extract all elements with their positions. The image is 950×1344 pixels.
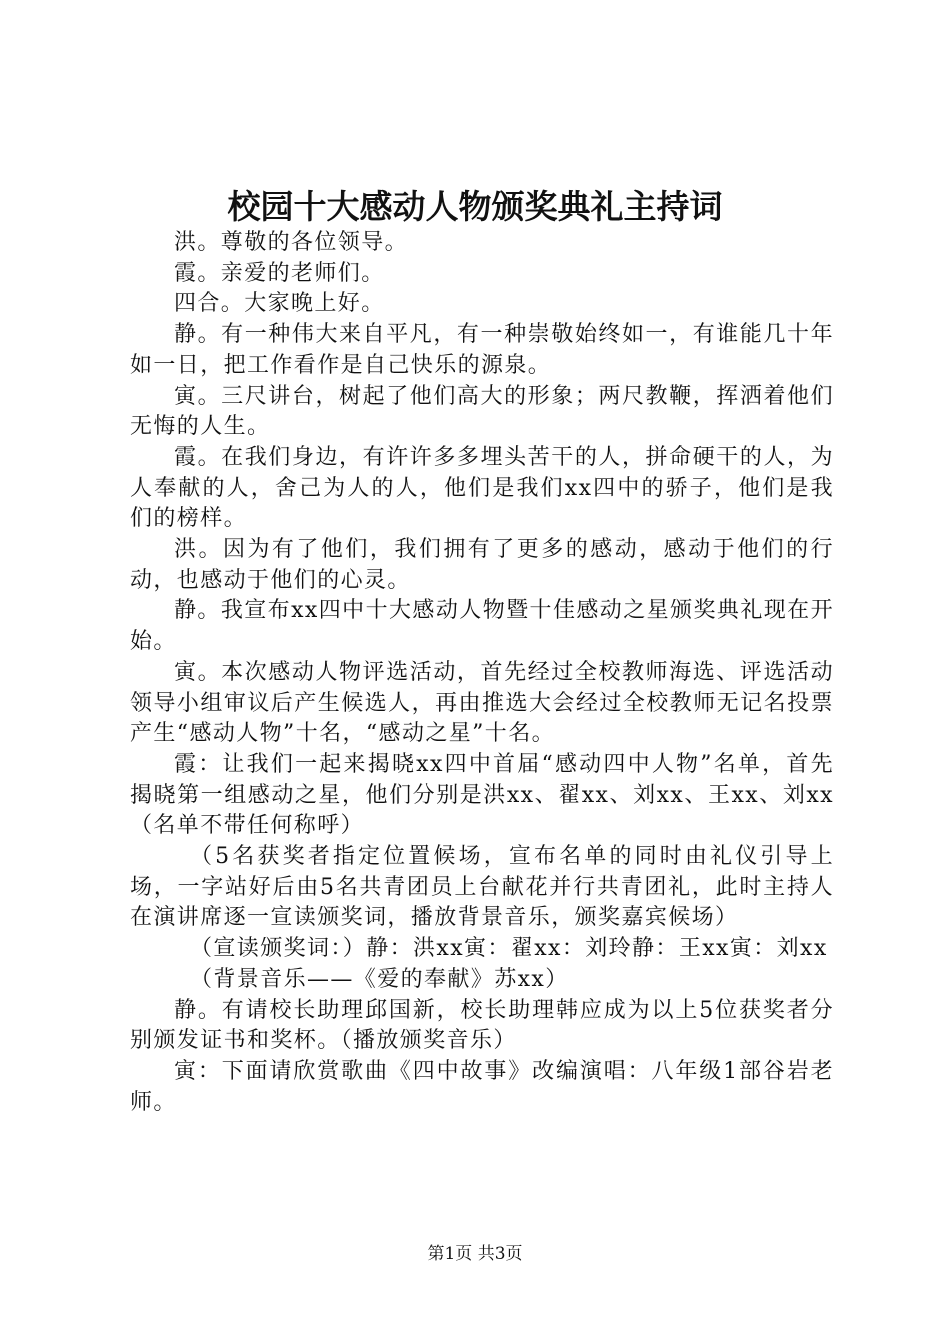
paragraph: （背景音乐——《爱的奉献》苏xx） bbox=[190, 966, 569, 992]
paragraph: 霞。在我们身边，有许许多多埋头苦干的人，拼命硬干的人，为人奉献的人，舍己为人的人，他们是我们xx四中的骄子，他们是我们的榜样。 bbox=[130, 444, 834, 532]
paragraph: （宣读颁奖词：）静：洪xx寅：翟xx：刘玲静：王xx寅：刘xx bbox=[190, 936, 828, 962]
document-title: 校园十大感动人物颁奖典礼主持词 bbox=[227, 187, 723, 226]
paragraph: 四合。大家晚上好。 bbox=[174, 291, 385, 317]
paragraph: 霞。亲爱的老师们。 bbox=[174, 260, 385, 286]
paragraph: 寅：下面请欣赏歌曲《四中故事》改编演唱：八年级1部谷岩老师。 bbox=[130, 1058, 834, 1115]
paragraph: 寅。三尺讲台，树起了他们高大的形象；两尺教鞭，挥洒着他们无悔的人生。 bbox=[130, 383, 834, 440]
paragraph: 静。我宣布xx四中十大感动人物暨十佳感动之星颁奖典礼现在开始。 bbox=[130, 598, 834, 655]
paragraph: 静。有一种伟大来自平凡，有一种崇敬始终如一，有谁能几十年如一日，把工作看作是自己快乐的源泉。 bbox=[130, 322, 834, 378]
paragraph: 寅。本次感动人物评选活动，首先经过全校教师海选、评选活动领导小组审议后产生候选人，再由推选大会经过全校教师无记名投票产生“感动人物”十名，“感动之星”十名。 bbox=[130, 659, 834, 747]
document-body bbox=[130, 228, 834, 1118]
paragraph: （5名获奖者指定位置候场，宣布名单的同时由礼仪引导上场，一字站好后由5名共青团员上台献花并行共青团礼，此时主持人在演讲席逐一宣读颁奖词，播放背景音乐，颁奖嘉宾候场） bbox=[130, 844, 834, 931]
paragraph: 洪。因为有了他们，我们拥有了更多的感动，感动于他们的行动，也感动于他们的心灵。 bbox=[130, 537, 834, 593]
paragraph: 洪。尊敬的各位领导。 bbox=[174, 230, 409, 255]
paragraph: 霞：让我们一起来揭晓xx四中首届“感动四中人物”名单，首先揭晓第一组感动之星，他们分别是洪xx、翟xx、刘xx、王xx、刘xx（名单不带任何称呼） bbox=[130, 751, 834, 839]
page-footer: 第1页 共3页 bbox=[427, 1244, 523, 1264]
paragraph: 静。有请校长助理邱国新，校长助理韩应成为以上5位获奖者分别颁发证书和奖杯。（播放颁奖音乐） bbox=[130, 997, 834, 1054]
